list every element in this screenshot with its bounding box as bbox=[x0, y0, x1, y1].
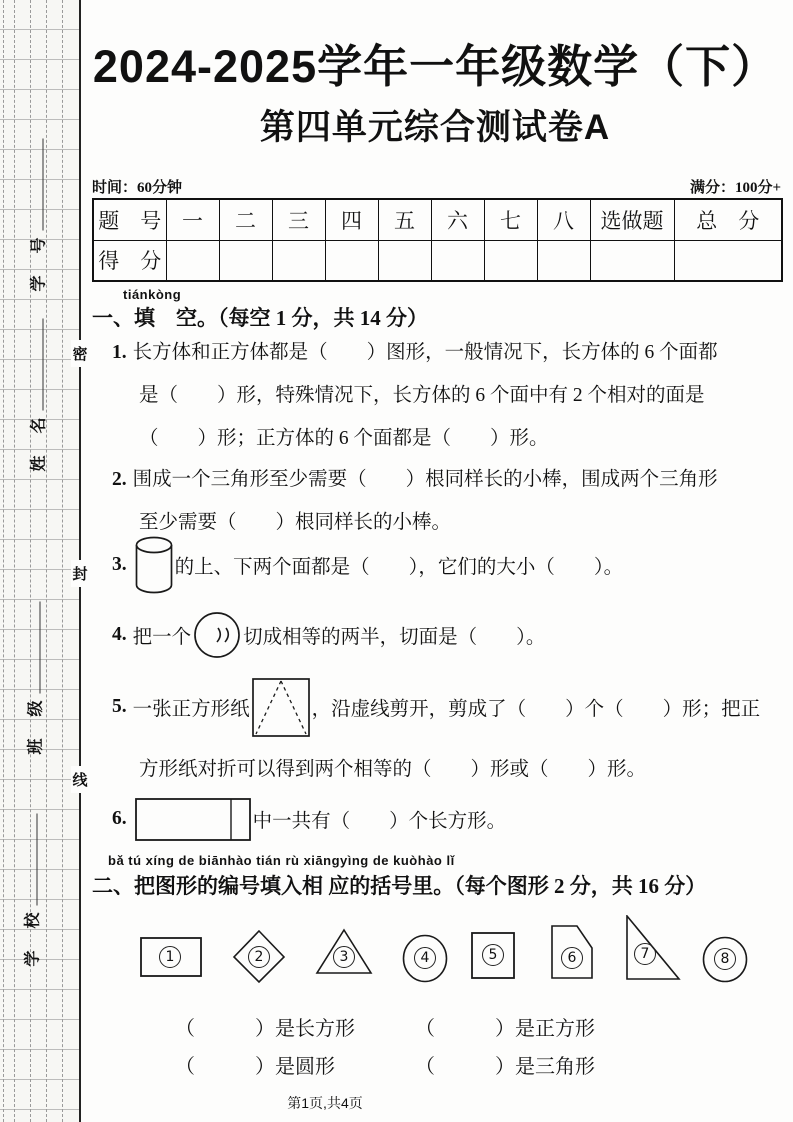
header-cell-optional: 选做题 bbox=[590, 199, 674, 240]
page-subtitle: 第四单元综合测试卷A bbox=[259, 108, 611, 147]
question-3-text: 的上、下两个面都是（ ），它们的大小（ ）。 bbox=[174, 557, 624, 578]
margin-grid-line bbox=[62, 0, 63, 1122]
answer-triangle-slot: （ ）是三角形 bbox=[415, 1056, 595, 1078]
score-cell bbox=[166, 240, 219, 281]
divided-rectangle-figure bbox=[135, 798, 251, 841]
header-cell-total: 总 分 bbox=[674, 199, 782, 240]
question-3 bbox=[112, 534, 623, 596]
shape-6-number: 6 bbox=[561, 947, 583, 969]
shape-4-circle bbox=[402, 934, 448, 983]
shape-5-number: 5 bbox=[482, 944, 504, 966]
margin-grid-line bbox=[3, 0, 4, 1122]
score-table-header-row bbox=[93, 199, 782, 240]
question-5-text-after: ，沿虚线剪开，剪成了（ ）个（ ）形；把正 bbox=[311, 699, 761, 720]
question-3-number: 3. bbox=[112, 554, 127, 575]
shape-4-number: 4 bbox=[414, 947, 436, 969]
question-1-line2: 是（ ）形，特殊情况下，长方体的 6 个面中有 2 个相对的面是 bbox=[139, 385, 705, 406]
question-6 bbox=[112, 796, 506, 842]
header-cell-7: 七 bbox=[484, 199, 537, 240]
score-cell bbox=[378, 240, 431, 281]
score-cell bbox=[272, 240, 325, 281]
question-6-number: 6. bbox=[112, 808, 127, 829]
class-blank-line bbox=[40, 601, 41, 693]
class-label: 班 级 bbox=[27, 697, 45, 755]
question-2-line1 bbox=[112, 458, 780, 501]
header-cell-6: 六 bbox=[431, 199, 484, 240]
question-4-text-before: 把一个 bbox=[132, 627, 192, 648]
question-2 bbox=[112, 458, 780, 544]
student-number-label: 学 号 bbox=[30, 234, 48, 292]
square-cut-figure bbox=[252, 678, 310, 737]
shape-2-diamond bbox=[232, 930, 286, 984]
name-label: 姓 名 bbox=[30, 414, 48, 472]
section1-pinyin: tiánkòng bbox=[123, 287, 182, 302]
seal-char-mi: 密 bbox=[71, 340, 89, 367]
cylinder-figure bbox=[135, 536, 173, 594]
question-1-text: 长方体和正方体都是（ ）图形，一般情况下，长方体的 6 个面都 bbox=[132, 342, 718, 363]
shape-8-number: 8 bbox=[714, 948, 736, 970]
question-2-text: 围成一个三角形至少需要（ ）根同样长的小棒，围成两个三角形 bbox=[132, 469, 718, 490]
section2-pinyin: bǎ tú xíng de biānhào tián rù xiāngyìng de kuòhào lǐ bbox=[108, 853, 455, 868]
score-cell bbox=[325, 240, 378, 281]
shape-3-triangle bbox=[315, 928, 373, 975]
score-table bbox=[92, 198, 783, 282]
seal-char-feng: 封 bbox=[71, 560, 89, 587]
header-cell-8: 八 bbox=[537, 199, 590, 240]
shape-7-number: 7 bbox=[634, 943, 656, 965]
header-cell-3: 三 bbox=[272, 199, 325, 240]
time-label: 时间：60分钟 bbox=[92, 180, 183, 196]
question-1-number: 1. bbox=[112, 342, 127, 363]
answer-square-slot: （ ）是正方形 bbox=[415, 1018, 595, 1040]
shape-1-number: 1 bbox=[159, 946, 181, 968]
seal-char-xian: 线 bbox=[71, 766, 89, 793]
ball-figure bbox=[193, 611, 241, 659]
shape-1-rectangle bbox=[140, 937, 202, 977]
question-4-number: 4. bbox=[112, 624, 127, 645]
question-2-number: 2. bbox=[112, 469, 127, 490]
score-cell bbox=[219, 240, 272, 281]
score-cell bbox=[431, 240, 484, 281]
shape-5-square bbox=[471, 932, 515, 979]
class-field bbox=[23, 601, 46, 754]
header-cell-question-no: 题 号 bbox=[93, 199, 166, 240]
page-title: 2024-2025学年一年级数学（下） bbox=[92, 41, 778, 92]
shape-7-right-triangle bbox=[626, 915, 681, 981]
score-table-score-row bbox=[93, 240, 782, 281]
question-1 bbox=[112, 331, 780, 460]
shape-2-number: 2 bbox=[248, 946, 270, 968]
score-cell bbox=[590, 240, 674, 281]
shape-3-number: 3 bbox=[333, 946, 355, 968]
name-field bbox=[26, 318, 49, 471]
shape-6-pentagon bbox=[551, 925, 594, 980]
score-cell bbox=[484, 240, 537, 281]
score-row-label: 得 分 bbox=[93, 240, 166, 281]
school-blank-line bbox=[37, 813, 38, 905]
student-number-field bbox=[26, 138, 49, 291]
question-5 bbox=[112, 676, 760, 738]
question-1-line3: （ ）形；正方体的 6 个面都是（ ）形。 bbox=[139, 428, 549, 449]
student-number-blank-line bbox=[43, 138, 44, 230]
header-cell-1: 一 bbox=[166, 199, 219, 240]
school-label: 学 校 bbox=[24, 909, 42, 967]
question-5-number: 5. bbox=[112, 696, 127, 717]
margin-grid-line bbox=[14, 0, 15, 1122]
question-4 bbox=[112, 610, 545, 660]
score-cell bbox=[537, 240, 590, 281]
question-5-text-before: 一张正方形纸 bbox=[132, 699, 250, 720]
answer-circle-slot: （ ）是圆形 bbox=[175, 1056, 335, 1078]
question-6-text-after: 中一共有（ ）个长方形。 bbox=[252, 811, 507, 832]
question-1-line1 bbox=[112, 331, 780, 374]
header-cell-2: 二 bbox=[219, 199, 272, 240]
question-2-line2: 至少需要（ ）根同样长的小棒。 bbox=[139, 512, 452, 533]
exam-info-row bbox=[92, 176, 781, 197]
answer-rectangle-slot: （ ）是长方形 bbox=[175, 1018, 355, 1040]
shape-8-circle bbox=[702, 936, 748, 983]
paper-content bbox=[90, 0, 790, 1122]
header-cell-4: 四 bbox=[325, 199, 378, 240]
score-cell bbox=[674, 240, 782, 281]
footer-page-indicator: 第1页,共4页 bbox=[287, 1095, 363, 1111]
section1-heading: 一、填 空。（每空 1 分，共 14 分） bbox=[92, 306, 428, 330]
question-5-line2-block bbox=[112, 748, 780, 791]
question-4-text-after: 切成相等的两半，切面是（ ）。 bbox=[243, 627, 546, 648]
name-blank-line bbox=[43, 318, 44, 410]
school-field bbox=[20, 813, 43, 966]
header-cell-5: 五 bbox=[378, 199, 431, 240]
question-5-line2: 方形纸对折可以得到两个相等的（ ）形或（ ）形。 bbox=[139, 759, 647, 780]
section2-heading: 二、把图形的编号填入相 应的括号里。（每个图形 2 分，共 16 分） bbox=[92, 874, 707, 898]
fullscore-label: 满分：100分+ bbox=[689, 180, 781, 196]
